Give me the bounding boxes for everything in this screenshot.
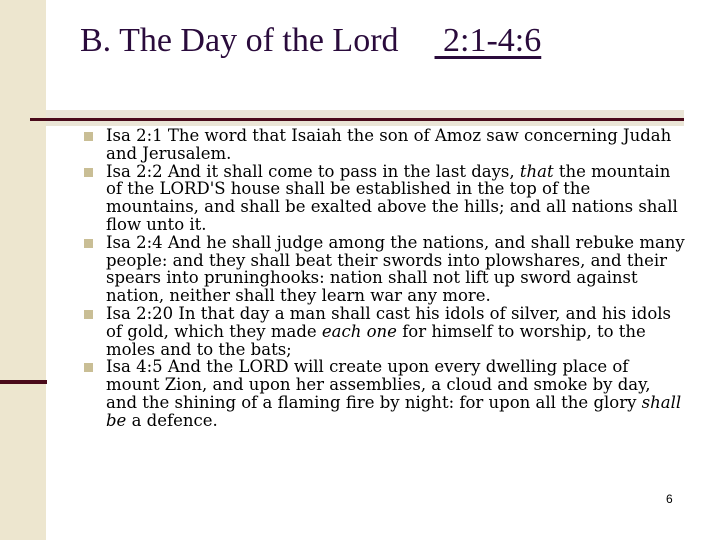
- bullet-item: [84, 127, 686, 163]
- slide-title: [80, 22, 700, 60]
- bullet-text: [106, 162, 678, 234]
- text-segment: the mountain of the LORD'S house shall be established in the top of the mountains, and shall be exalted above the hills; and all nations shall flow unto it.: [106, 161, 678, 234]
- italic-segment: shall be: [106, 392, 682, 430]
- text-segment: Isa 4:5 And the LORD will create upon every dwelling place of mount Zion, and upon her assemblies, a cloud and smoke by day, and the shining of a flaming fire by night: for upon all the glory: [106, 357, 651, 412]
- italic-segment: that: [519, 161, 554, 181]
- bullet-item: [84, 305, 686, 358]
- title-scripture-ref: 2:1-4:6: [434, 22, 542, 59]
- bullet-text: [106, 357, 681, 429]
- title-text: B. The Day of the Lord: [80, 22, 399, 59]
- bullet-list: [84, 127, 686, 430]
- bullet-item: [84, 358, 686, 429]
- italic-segment: each one: [321, 321, 397, 341]
- title-rule: [30, 118, 684, 121]
- page-number: 6: [666, 492, 673, 506]
- bullet-text: [106, 126, 671, 163]
- square-bullet-icon: [84, 239, 93, 248]
- bullet-text: [106, 304, 671, 359]
- text-segment: Isa 2:4 And he shall judge among the nations, and shall rebuke many people: and they shall beat their swords into plowshares, and their spears into pruninghooks: nation shall not lift up sword against nation, neither shall they learn war any more.: [106, 232, 685, 306]
- text-segment: Isa 2:20 In that day a man shall cast his idols of silver, and his idols of gold, which they made: [106, 303, 672, 341]
- left-decorative-band: [0, 0, 46, 540]
- text-segment: a defence.: [126, 410, 218, 430]
- square-bullet-icon: [84, 132, 93, 141]
- square-bullet-icon: [84, 168, 93, 177]
- text-segment: Isa 2:1 The word that Isaiah the son of Amoz saw concerning Judah and Jerusalem.: [106, 126, 672, 163]
- left-accent-bar: [0, 380, 47, 384]
- square-bullet-icon: [84, 310, 93, 319]
- text-segment: Isa 2:2 And it shall come to pass in the last days,: [106, 161, 520, 181]
- text-segment: for himself to worship, to the moles and to the bats;: [106, 321, 646, 359]
- square-bullet-icon: [84, 363, 93, 372]
- bullet-item: [84, 163, 686, 234]
- bullet-text: [106, 233, 685, 305]
- bullet-item: [84, 234, 686, 305]
